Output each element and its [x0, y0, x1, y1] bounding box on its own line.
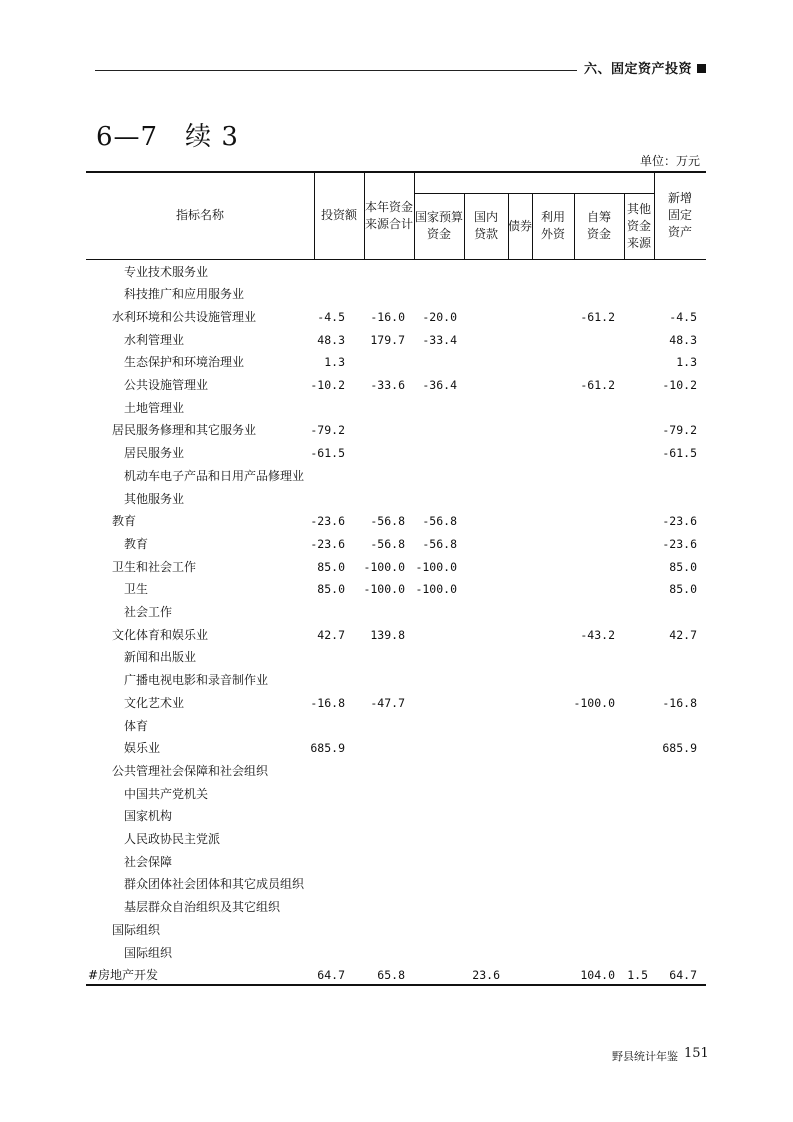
row-label: 新闻和出版业	[124, 650, 197, 665]
row-label: 居民服务业	[124, 446, 185, 461]
row-value: 104.0	[580, 968, 615, 983]
row-value: -56.8	[370, 536, 405, 551]
row-label: 专业技术服务业	[124, 264, 209, 279]
row-value: -4.5	[317, 309, 345, 324]
row-value: -61.2	[580, 309, 615, 324]
row-label: 人民政协民主党派	[124, 832, 221, 846]
row-value: 48.3	[317, 332, 345, 347]
row-label: 社会工作	[124, 605, 173, 619]
table-row	[86, 783, 706, 806]
table-row	[86, 942, 706, 965]
column-header-state-budget: 国家预算 资金	[414, 210, 463, 241]
table-row	[86, 329, 706, 352]
table-row	[86, 306, 706, 329]
table-title: 6—7 续 3	[96, 122, 239, 152]
row-label: 社会保障	[124, 854, 173, 869]
column-header-foreign-capital: 利用 外资	[540, 210, 565, 241]
table-row	[86, 715, 706, 738]
table-row	[86, 896, 706, 919]
row-value: -23.6	[310, 536, 345, 551]
row-value: 1.3	[324, 355, 345, 370]
row-label: 公共设施管理业	[124, 378, 209, 392]
row-value: -43.2	[580, 627, 615, 642]
row-value: -36.4	[422, 378, 457, 392]
row-value: -100.0	[415, 559, 457, 574]
row-value: -10.2	[662, 378, 697, 392]
row-value: -61.5	[310, 446, 345, 461]
row-value: -56.8	[370, 514, 405, 529]
row-value: -16.8	[662, 695, 697, 710]
row-label: 国家机构	[124, 809, 173, 824]
row-value: 179.7	[370, 332, 405, 347]
table-row	[86, 669, 706, 692]
table-row	[86, 919, 706, 942]
row-value: -79.2	[310, 423, 345, 438]
row-value: -23.6	[310, 514, 345, 529]
page-number: 151	[684, 1046, 709, 1061]
column-header-other-sources: 其他 资金 来源	[626, 201, 651, 250]
table-row	[86, 488, 706, 511]
row-label: 广播电视电影和录音制作业	[124, 673, 269, 688]
row-value: -56.8	[422, 514, 457, 529]
row-value: 85.0	[317, 582, 345, 597]
row-value: 1.3	[676, 355, 697, 370]
table-row	[86, 261, 706, 284]
row-value: -33.4	[422, 332, 457, 347]
row-label: 生态保护和环境治理业	[124, 355, 245, 370]
row-value: 1.5	[627, 968, 648, 983]
section-header	[584, 58, 706, 77]
row-value: 64.7	[317, 968, 345, 983]
table-row	[86, 510, 706, 533]
table-row	[86, 556, 706, 579]
row-value: 42.7	[317, 627, 345, 642]
table-row	[86, 760, 706, 783]
table-row	[86, 873, 706, 896]
row-value: -23.6	[662, 536, 697, 551]
publication-name: 野县统计年鉴	[612, 1050, 678, 1063]
row-value: 685.9	[310, 741, 345, 756]
row-value: -23.6	[662, 514, 697, 529]
row-value: 42.7	[669, 627, 697, 642]
row-value: -100.0	[363, 559, 405, 574]
row-label: 体育	[124, 718, 149, 733]
row-value: -4.5	[669, 309, 697, 324]
row-label: 文化体育和娱乐业	[112, 627, 209, 642]
row-label: 教育	[124, 536, 149, 551]
table-row	[86, 533, 706, 556]
column-header-name: 指标名称	[175, 208, 224, 222]
square-icon	[697, 64, 706, 73]
row-value: 685.9	[662, 741, 697, 756]
row-value: -61.2	[580, 378, 615, 392]
unit-label: 单位：万元	[640, 154, 701, 168]
column-header-new-fixed-assets: 新增 固定 资产	[667, 191, 692, 239]
row-value: 85.0	[669, 559, 697, 574]
row-label: 水利环境和公共设施管理业	[112, 309, 257, 324]
row-value: -100.0	[415, 582, 457, 597]
table-row	[86, 601, 706, 624]
column-header-investment: 投资额	[320, 208, 357, 222]
row-value: -33.6	[370, 378, 405, 392]
row-label: 居民服务修理和其它服务业	[112, 423, 257, 438]
row-value: -79.2	[662, 423, 697, 438]
table-row	[86, 692, 706, 715]
row-label: 机动车电子产品和日用产品修理业	[124, 468, 305, 483]
row-label: 其他服务业	[124, 491, 185, 506]
row-label: 水利管理业	[124, 332, 185, 347]
row-label: 土地管理业	[124, 400, 185, 415]
row-value: -47.7	[370, 695, 405, 710]
column-header-bonds: 债券	[508, 218, 533, 233]
row-label: 卫生和社会工作	[112, 559, 197, 574]
table-row	[86, 624, 706, 647]
section-title: 六、固定资产投资	[584, 62, 693, 77]
row-label: 公共管理社会保障和社会组织	[112, 763, 269, 778]
table-row	[86, 646, 706, 669]
table-row	[86, 964, 706, 987]
table-row	[86, 374, 706, 397]
row-label: 群众团体社会团体和其它成员组织	[124, 877, 305, 892]
row-label: 科技推广和应用服务业	[124, 287, 245, 302]
row-label: 娱乐业	[124, 741, 161, 756]
row-label: 国际组织	[124, 945, 173, 960]
column-header-self-raised: 自筹 资金	[586, 210, 611, 241]
table-row	[86, 851, 706, 874]
header-rule	[95, 70, 577, 71]
row-value: 85.0	[669, 582, 697, 597]
row-value: 139.8	[370, 627, 405, 642]
row-value: 85.0	[317, 559, 345, 574]
row-label: #房地产开发	[88, 968, 159, 983]
table-row	[86, 578, 706, 601]
table-row	[86, 805, 706, 828]
data-table	[86, 171, 706, 986]
row-label: 中国共产党机关	[124, 786, 209, 801]
row-label: 文化艺术业	[124, 695, 185, 710]
row-value: -56.8	[422, 536, 457, 551]
row-value: 64.7	[669, 968, 697, 983]
row-value: 48.3	[669, 332, 697, 347]
row-value: -61.5	[662, 446, 697, 461]
column-header-domestic-loans: 国内 贷款	[473, 210, 498, 241]
row-label: 国际组织	[112, 922, 161, 937]
table-row	[86, 283, 706, 306]
table-row	[86, 465, 706, 488]
row-label: 基层群众自治组织及其它组织	[124, 900, 281, 915]
row-label: 教育	[112, 514, 137, 529]
table-row	[86, 442, 706, 465]
table-row	[86, 397, 706, 420]
row-value: -100.0	[573, 695, 615, 710]
row-label: 卫生	[124, 582, 149, 597]
row-value: -100.0	[363, 582, 405, 597]
table-row	[86, 737, 706, 760]
table-row	[86, 419, 706, 442]
column-header-total-funds: 本年资金 来源合计	[364, 199, 413, 231]
table-row	[86, 351, 706, 374]
row-value: -16.0	[370, 309, 405, 324]
row-value: -16.8	[310, 695, 345, 710]
table-row	[86, 828, 706, 851]
row-value: -20.0	[422, 309, 457, 324]
row-value: 23.6	[472, 968, 500, 983]
row-value: 65.8	[377, 968, 405, 983]
row-value: -10.2	[310, 378, 345, 392]
